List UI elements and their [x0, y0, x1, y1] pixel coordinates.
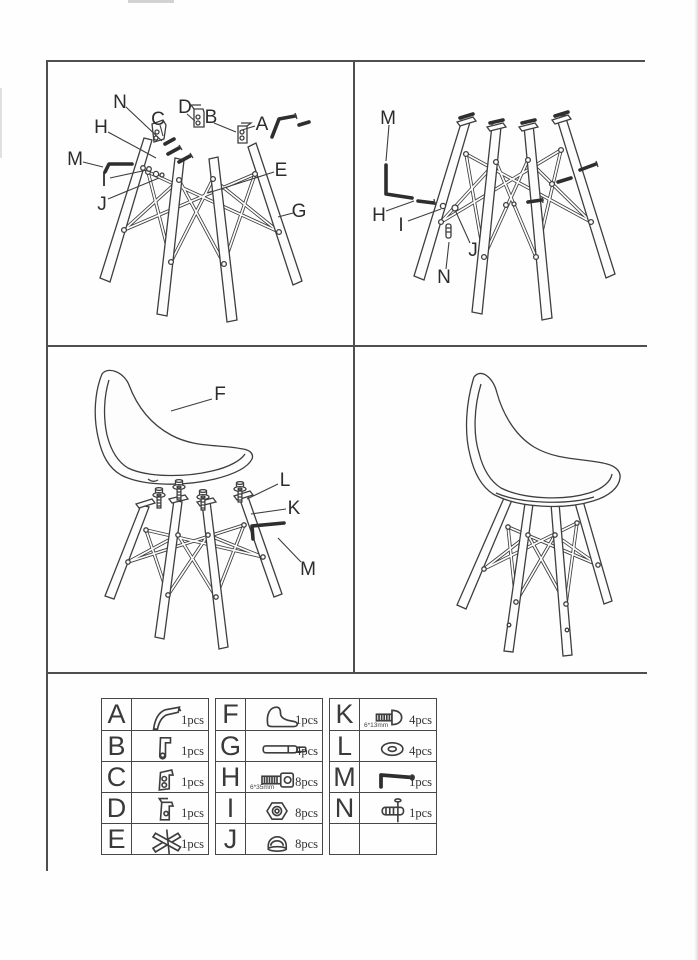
base-struts	[128, 525, 263, 597]
base-legs	[105, 494, 282, 649]
part-letter: F	[216, 699, 246, 730]
part-qty: 1pcs	[409, 775, 432, 789]
stud-n-drawing	[446, 224, 451, 238]
part-label: I	[101, 170, 107, 191]
part-label: M	[380, 108, 396, 129]
bracket-d-drawing	[191, 105, 204, 127]
allen-key-drawing	[386, 165, 412, 198]
part-label: N	[113, 92, 127, 113]
screw-h-drawing	[418, 199, 435, 205]
part-letter: N	[330, 792, 360, 823]
scan-mark-artifact	[0, 88, 2, 158]
panel-step3-seat-mounting	[48, 347, 355, 674]
part-cell	[132, 823, 208, 854]
part-qty: 4pcs	[409, 744, 432, 758]
part-qty: 1pcs	[181, 713, 204, 727]
panel-parts-list	[48, 674, 647, 873]
part-qty: 4pcs	[409, 713, 432, 727]
base-struts	[124, 172, 279, 264]
scan-edge-artifact	[694, 0, 698, 960]
part-label: D	[178, 97, 192, 118]
part-label: L	[279, 470, 291, 491]
part-qty: 8pcs	[295, 775, 318, 789]
part-cell	[246, 699, 322, 730]
part-letter: G	[216, 730, 246, 761]
part-qty: 1pcs	[181, 806, 204, 820]
part-qty: 1pcs	[181, 775, 204, 789]
part-cell	[132, 699, 208, 730]
part-dimension: 6*35mm	[250, 784, 275, 791]
part-qty: 8pcs	[295, 806, 318, 820]
part-cell	[246, 761, 322, 792]
parts-table-2	[215, 698, 323, 855]
part-qty: 8pcs	[295, 837, 318, 851]
part-qty: 1pcs	[409, 806, 432, 820]
part-letter: L	[330, 730, 360, 761]
part-cell	[132, 730, 208, 761]
part-dimension: 6*13mm	[364, 722, 389, 729]
part-letter: M	[330, 761, 360, 792]
part-label: J	[97, 194, 107, 215]
parts-table-3	[329, 698, 437, 855]
part-label: H	[372, 205, 386, 226]
stud-n-drawing	[165, 139, 174, 144]
seat-mounting-drawing	[48, 347, 353, 672]
screws-h-drawing	[168, 145, 193, 162]
part-cell	[246, 792, 322, 823]
part-cell	[132, 792, 208, 823]
seat-shell-drawing	[467, 373, 621, 506]
part-qty: 1pcs	[181, 744, 204, 758]
bracket-b-drawing	[238, 123, 251, 143]
parts-table-1	[101, 698, 209, 855]
part-cell	[360, 792, 436, 823]
part-cell	[360, 730, 436, 761]
part-cell-empty	[360, 823, 436, 854]
part-label: N	[437, 267, 451, 288]
part-label: M	[300, 559, 316, 580]
panel-step4-chair-assembled	[355, 347, 647, 674]
base-exploded-drawing	[48, 62, 353, 345]
part-letter: H	[216, 761, 246, 792]
base-assembled-drawing	[355, 62, 647, 345]
strut-joints	[482, 521, 600, 632]
part-letter: I	[216, 792, 246, 823]
part-qty: 1pcs	[181, 837, 204, 851]
part-letter: A	[102, 699, 132, 730]
bracket-a-drawing	[272, 113, 309, 137]
allen-key-drawing	[105, 164, 132, 172]
scan-mark-artifact	[128, 0, 174, 3]
panel-step1-base-exploded	[48, 62, 355, 347]
panel-step2-base-assembled	[355, 62, 647, 347]
part-letter: D	[102, 792, 132, 823]
part-label: H	[94, 117, 108, 138]
part-qty: 1pcs	[295, 713, 318, 727]
part-letter: B	[102, 730, 132, 761]
part-label: B	[204, 107, 218, 128]
part-letter: E	[102, 823, 132, 854]
part-label: J	[468, 240, 478, 261]
chair-assembled-drawing	[355, 347, 647, 672]
part-qty: 4pcs	[295, 744, 318, 758]
part-letter: J	[216, 823, 246, 854]
part-letter: C	[102, 761, 132, 792]
base-legs	[457, 494, 612, 656]
leg-top-brackets	[457, 112, 571, 131]
base-struts	[484, 523, 598, 604]
part-cell	[246, 823, 322, 854]
part-label: G	[291, 201, 307, 222]
part-cell	[246, 730, 322, 761]
part-cell	[360, 761, 436, 792]
part-cell	[360, 699, 436, 730]
part-label: A	[255, 114, 269, 135]
part-label: F	[214, 384, 226, 405]
seat-shell-drawing	[95, 370, 252, 484]
part-label: I	[398, 215, 404, 236]
part-label: K	[287, 498, 301, 519]
part-letter	[330, 823, 360, 854]
part-letter: K	[330, 699, 360, 730]
part-label: E	[274, 160, 288, 181]
part-label: C	[151, 109, 165, 130]
part-cell	[132, 761, 208, 792]
instruction-grid	[46, 60, 645, 871]
part-label: M	[67, 149, 83, 170]
